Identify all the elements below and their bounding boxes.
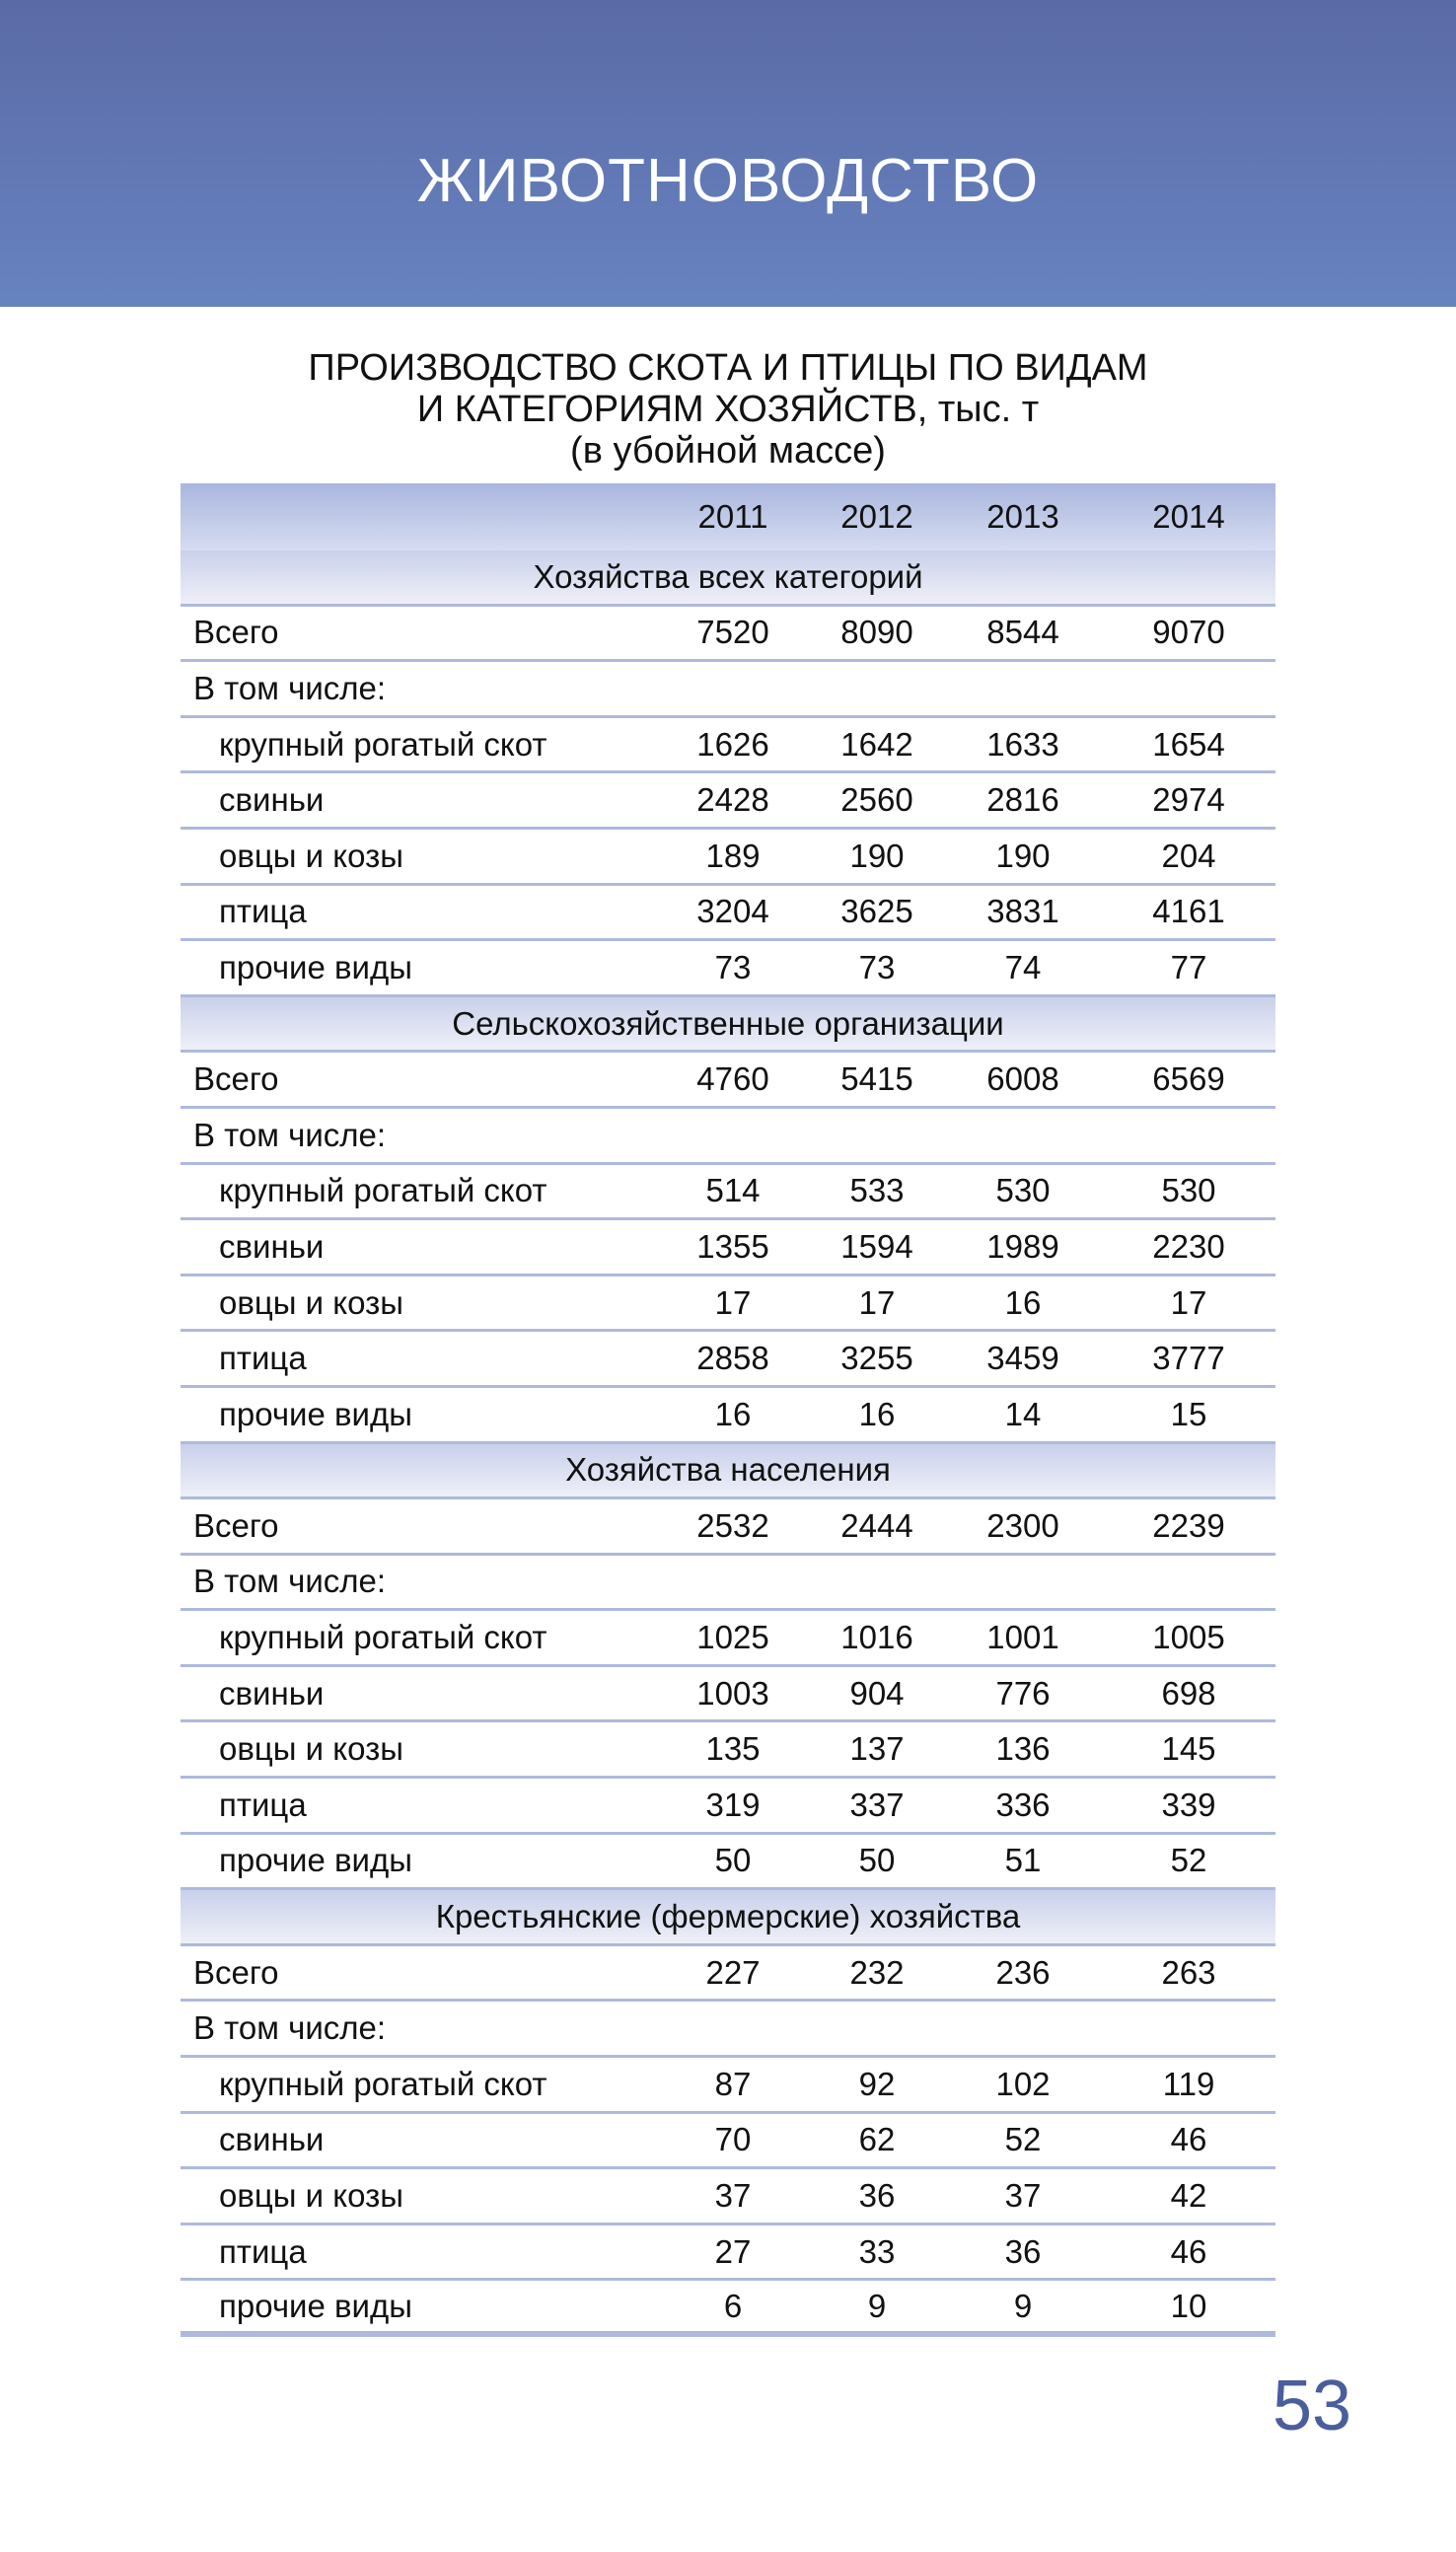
- row-label: Всего: [193, 1060, 279, 1098]
- value-cell: 1005: [1152, 1619, 1225, 1656]
- value-cell: 190: [849, 837, 905, 874]
- row-label: овцы и козы: [219, 2177, 403, 2215]
- row-label: птица: [219, 2232, 307, 2270]
- value-cell: 50: [858, 1842, 896, 1879]
- section-header-row: [181, 1890, 1275, 1946]
- year-header: 2014: [1152, 498, 1225, 535]
- row-label: Всего: [193, 614, 279, 651]
- value-cell: 2428: [696, 781, 769, 819]
- value-cell: 2300: [986, 1506, 1059, 1544]
- value-cell: 92: [858, 2065, 896, 2102]
- row-label: В том числе:: [193, 1563, 387, 1600]
- row-label: птица: [219, 1786, 307, 1823]
- table-row: [181, 1779, 1275, 1835]
- value-cell: 1642: [840, 725, 913, 763]
- value-cell: 6569: [1152, 1060, 1225, 1098]
- row-label: Всего: [193, 1953, 279, 1991]
- table-row: [181, 1611, 1275, 1667]
- table-header-row: [181, 483, 1275, 550]
- value-cell: 16: [714, 1395, 752, 1432]
- value-cell: 236: [995, 1953, 1051, 1991]
- value-cell: 3255: [840, 1340, 913, 1377]
- value-cell: 2858: [696, 1340, 769, 1377]
- total-row: [181, 1499, 1275, 1556]
- value-cell: 530: [1161, 1172, 1216, 1209]
- value-cell: 145: [1161, 1730, 1216, 1768]
- value-cell: 8544: [986, 614, 1059, 651]
- table-row: [181, 886, 1275, 942]
- value-cell: 6008: [986, 1060, 1059, 1098]
- total-row: [181, 1053, 1275, 1109]
- including-row: [181, 662, 1275, 718]
- row-label: прочие виды: [219, 948, 412, 985]
- value-cell: 263: [1161, 1953, 1216, 1991]
- row-label: В том числе:: [193, 2009, 387, 2047]
- value-cell: 52: [1170, 1842, 1207, 1879]
- value-cell: 77: [1170, 948, 1207, 985]
- section-header-row: [181, 997, 1275, 1054]
- value-cell: 62: [858, 2121, 896, 2158]
- value-cell: 14: [1004, 1395, 1042, 1432]
- year-header: 2013: [986, 498, 1059, 535]
- table-title-line-3: (в убойной массе): [570, 430, 886, 472]
- value-cell: 1016: [840, 1619, 913, 1656]
- value-cell: 16: [858, 1395, 896, 1432]
- value-cell: 51: [1004, 1842, 1042, 1879]
- value-cell: 698: [1161, 1674, 1216, 1712]
- table-row: [181, 1276, 1275, 1333]
- value-cell: 9: [867, 2287, 887, 2324]
- value-cell: 2230: [1152, 1227, 1225, 1265]
- value-cell: 3777: [1152, 1340, 1225, 1377]
- row-label: овцы и козы: [219, 1730, 403, 1768]
- chapter-title: ЖИВОТНОВОДСТВО: [416, 147, 1040, 215]
- table-row: [181, 1220, 1275, 1276]
- value-cell: 3625: [840, 893, 913, 930]
- table-row: [181, 2281, 1275, 2337]
- value-cell: 70: [714, 2121, 752, 2158]
- including-row: [181, 1109, 1275, 1165]
- value-cell: 337: [849, 1786, 905, 1823]
- value-cell: 74: [1004, 948, 1042, 985]
- value-cell: 2239: [1152, 1506, 1225, 1544]
- value-cell: 776: [995, 1674, 1051, 1712]
- value-cell: 530: [995, 1172, 1051, 1209]
- livestock-production-table: [181, 483, 1275, 2337]
- value-cell: 37: [1004, 2177, 1042, 2215]
- value-cell: 42: [1170, 2177, 1207, 2215]
- table-row: [181, 1667, 1275, 1723]
- value-cell: 15: [1170, 1395, 1207, 1432]
- table-row: [181, 830, 1275, 886]
- value-cell: 189: [705, 837, 761, 874]
- table-row: [181, 1722, 1275, 1779]
- value-cell: 227: [705, 1953, 761, 1991]
- table-row: [181, 941, 1275, 997]
- row-label: прочие виды: [219, 1395, 412, 1432]
- including-row: [181, 2002, 1275, 2058]
- value-cell: 1626: [696, 725, 769, 763]
- value-cell: 2560: [840, 781, 913, 819]
- table-row: [181, 2114, 1275, 2170]
- section-title: Сельскохозяйственные организации: [452, 1004, 1004, 1042]
- section-header-row: [181, 550, 1275, 607]
- value-cell: 135: [705, 1730, 761, 1768]
- row-label: свиньи: [219, 781, 325, 819]
- value-cell: 4760: [696, 1060, 769, 1098]
- value-cell: 36: [858, 2177, 896, 2215]
- value-cell: 33: [858, 2232, 896, 2270]
- value-cell: 36: [1004, 2232, 1042, 2270]
- value-cell: 2532: [696, 1506, 769, 1544]
- value-cell: 46: [1170, 2232, 1207, 2270]
- total-row: [181, 1946, 1275, 2003]
- row-label: В том числе:: [193, 1116, 387, 1153]
- value-cell: 339: [1161, 1786, 1216, 1823]
- year-header: 2011: [697, 498, 768, 535]
- value-cell: 10: [1170, 2287, 1207, 2324]
- value-cell: 1594: [840, 1227, 913, 1265]
- total-row: [181, 607, 1275, 663]
- row-label: свиньи: [219, 1227, 325, 1265]
- value-cell: 7520: [696, 614, 769, 651]
- value-cell: 102: [995, 2065, 1051, 2102]
- row-label: В том числе:: [193, 669, 387, 706]
- value-cell: 17: [858, 1283, 896, 1321]
- value-cell: 3204: [696, 893, 769, 930]
- value-cell: 9: [1013, 2287, 1033, 2324]
- value-cell: 9070: [1152, 614, 1225, 651]
- table-row: [181, 1835, 1275, 1891]
- table-row: [181, 2058, 1275, 2114]
- value-cell: 136: [995, 1730, 1051, 1768]
- value-cell: 6: [723, 2287, 743, 2324]
- table-title-line-2: И КАТЕГОРИЯМ ХОЗЯЙСТВ, тыс. т: [416, 389, 1040, 430]
- value-cell: 119: [1162, 2065, 1215, 2102]
- value-cell: 904: [849, 1674, 905, 1712]
- table-row: [181, 1332, 1275, 1388]
- value-cell: 50: [714, 1842, 752, 1879]
- value-cell: 16: [1004, 1283, 1042, 1321]
- table-row: [181, 773, 1275, 830]
- row-label: птица: [219, 1340, 307, 1377]
- value-cell: 232: [849, 1953, 905, 1991]
- row-label: овцы и козы: [219, 837, 403, 874]
- row-label: свиньи: [219, 2121, 325, 2158]
- row-label: Всего: [193, 1506, 279, 1544]
- value-cell: 190: [995, 837, 1051, 874]
- value-cell: 52: [1004, 2121, 1042, 2158]
- value-cell: 27: [714, 2232, 752, 2270]
- section-header-row: [181, 1444, 1275, 1500]
- section-title: Хозяйства всех категорий: [533, 557, 923, 595]
- value-cell: 3831: [986, 893, 1059, 930]
- value-cell: 17: [714, 1283, 752, 1321]
- table-title: [0, 347, 1456, 472]
- row-label: крупный рогатый скот: [219, 725, 547, 763]
- value-cell: 1355: [696, 1227, 769, 1265]
- table-row: [181, 2225, 1275, 2282]
- value-cell: 514: [705, 1172, 761, 1209]
- value-cell: 1989: [986, 1227, 1059, 1265]
- value-cell: 4161: [1152, 893, 1225, 930]
- value-cell: 8090: [840, 614, 913, 651]
- value-cell: 73: [714, 948, 752, 985]
- table-row: [181, 1388, 1275, 1444]
- table-body: [181, 550, 1275, 2337]
- section-title: Хозяйства населения: [565, 1451, 891, 1489]
- value-cell: 2816: [986, 781, 1059, 819]
- row-label: крупный рогатый скот: [219, 1619, 547, 1656]
- value-cell: 3459: [986, 1340, 1059, 1377]
- value-cell: 319: [705, 1786, 761, 1823]
- value-cell: 2974: [1152, 781, 1225, 819]
- value-cell: 1001: [986, 1619, 1059, 1656]
- row-label: прочие виды: [219, 1842, 412, 1879]
- row-label: крупный рогатый скот: [219, 2065, 547, 2102]
- value-cell: 533: [849, 1172, 905, 1209]
- table-title-line-1: ПРОИЗВОДСТВО СКОТА И ПТИЦЫ ПО ВИДАМ: [308, 347, 1148, 389]
- value-cell: 87: [714, 2065, 752, 2102]
- value-cell: 73: [858, 948, 896, 985]
- value-cell: 46: [1170, 2121, 1207, 2158]
- row-label: крупный рогатый скот: [219, 1172, 547, 1209]
- row-label: овцы и козы: [219, 1283, 403, 1321]
- value-cell: 17: [1170, 1283, 1207, 1321]
- value-cell: 1654: [1152, 725, 1225, 763]
- chapter-header-band: [0, 0, 1456, 307]
- value-cell: 336: [995, 1786, 1051, 1823]
- value-cell: 1003: [696, 1674, 769, 1712]
- value-cell: 1633: [986, 725, 1059, 763]
- year-header: 2012: [840, 498, 913, 535]
- row-label: прочие виды: [219, 2287, 412, 2324]
- table-row: [181, 1165, 1275, 1221]
- value-cell: 204: [1161, 837, 1216, 874]
- value-cell: 37: [714, 2177, 752, 2215]
- page-number: 53: [1273, 2367, 1352, 2445]
- row-label: свиньи: [219, 1674, 325, 1712]
- table-row: [181, 2169, 1275, 2225]
- including-row: [181, 1556, 1275, 1612]
- value-cell: 137: [849, 1730, 905, 1768]
- table-row: [181, 718, 1275, 774]
- value-cell: 1025: [696, 1619, 769, 1656]
- value-cell: 2444: [840, 1506, 913, 1544]
- row-label: птица: [219, 893, 307, 930]
- value-cell: 5415: [840, 1060, 913, 1098]
- section-title: Крестьянские (фермерские) хозяйства: [435, 1898, 1021, 1935]
